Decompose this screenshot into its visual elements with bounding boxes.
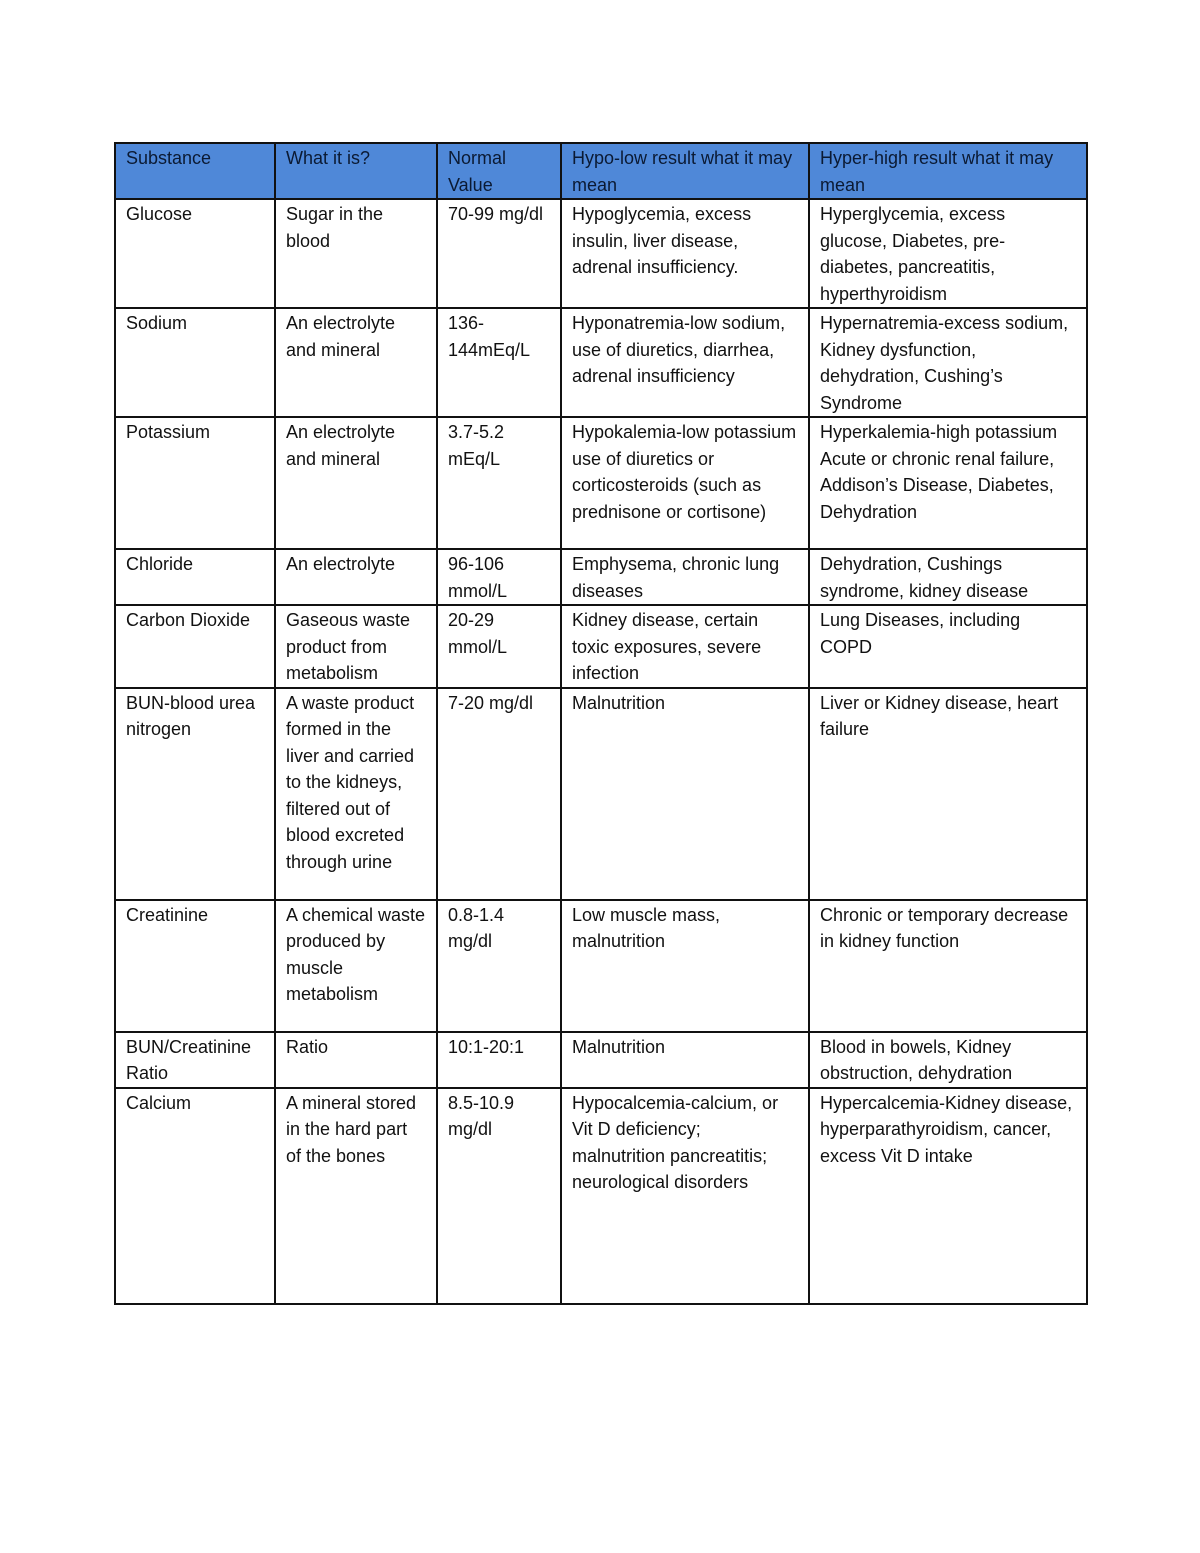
normal-value-cell: 20-29 mmol/L	[437, 605, 561, 688]
hyper-cell: Liver or Kidney disease, heart failure	[809, 688, 1087, 900]
column-header-normal-value: Normal Value	[437, 143, 561, 199]
table-row-carbon-dioxide	[115, 605, 1087, 688]
table-body	[115, 199, 1087, 1304]
hyper-cell: Hyperkalemia-high potassium Acute or chronic renal failure, Addison’s Disease, Diabetes, Dehydration	[809, 417, 1087, 549]
hypo-cell: Hypoglycemia, excess insulin, liver disease, adrenal insufficiency.	[561, 199, 809, 308]
hypo-cell: Hypocalcemia-calcium, or Vit D deficiency; malnutrition pancreatitis; neurological disorders	[561, 1088, 809, 1304]
description-cell: Ratio	[275, 1032, 437, 1088]
normal-value-cell: 70-99 mg/dl	[437, 199, 561, 308]
normal-value-cell: 0.8-1.4 mg/dl	[437, 900, 561, 1032]
hypo-cell: Hypokalemia-low potassium use of diuretics or corticosteroids (such as prednisone or cortisone)	[561, 417, 809, 549]
description-cell: A mineral stored in the hard part of the bones	[275, 1088, 437, 1304]
normal-value-cell: 7-20 mg/dl	[437, 688, 561, 900]
description-cell: An electrolyte	[275, 549, 437, 605]
table-row-chloride	[115, 549, 1087, 605]
substance-cell: Sodium	[115, 308, 275, 417]
hypo-cell: Hyponatremia-low sodium, use of diuretics, diarrhea, adrenal insufficiency	[561, 308, 809, 417]
hyper-cell: Chronic or temporary decrease in kidney function	[809, 900, 1087, 1032]
normal-value-cell: 96-106 mmol/L	[437, 549, 561, 605]
description-cell: An electrolyte and mineral	[275, 308, 437, 417]
header-row	[115, 143, 1087, 199]
table-header	[115, 143, 1087, 199]
description-cell: Sugar in the blood	[275, 199, 437, 308]
hyper-cell: Hypercalcemia-Kidney disease, hyperparathyroidism, cancer, excess Vit D intake	[809, 1088, 1087, 1304]
description-cell: A chemical waste produced by muscle metabolism	[275, 900, 437, 1032]
normal-value-cell: 8.5-10.9 mg/dl	[437, 1088, 561, 1304]
description-cell: An electrolyte and mineral	[275, 417, 437, 549]
hypo-cell: Kidney disease, certain toxic exposures, severe infection	[561, 605, 809, 688]
hypo-cell: Low muscle mass, malnutrition	[561, 900, 809, 1032]
substance-cell: Creatinine	[115, 900, 275, 1032]
substance-cell: BUN/Creatinine Ratio	[115, 1032, 275, 1088]
hypo-cell: Emphysema, chronic lung diseases	[561, 549, 809, 605]
substance-cell: Calcium	[115, 1088, 275, 1304]
substance-cell: Glucose	[115, 199, 275, 308]
table-row-potassium	[115, 417, 1087, 549]
table-row-glucose	[115, 199, 1087, 308]
normal-value-cell: 136-144mEq/L	[437, 308, 561, 417]
column-header-substance: Substance	[115, 143, 275, 199]
substance-cell: Potassium	[115, 417, 275, 549]
normal-value-cell: 10:1-20:1	[437, 1032, 561, 1088]
hyper-cell: Blood in bowels, Kidney obstruction, dehydration	[809, 1032, 1087, 1088]
description-cell: Gaseous waste product from metabolism	[275, 605, 437, 688]
table-row-sodium	[115, 308, 1087, 417]
substance-cell: Carbon Dioxide	[115, 605, 275, 688]
substance-cell: Chloride	[115, 549, 275, 605]
table-row-bun	[115, 688, 1087, 900]
hypo-cell: Malnutrition	[561, 1032, 809, 1088]
hyper-cell: Lung Diseases, including COPD	[809, 605, 1087, 688]
column-header-hypo-result: Hypo-low result what it may mean	[561, 143, 809, 199]
table-row-creatinine	[115, 900, 1087, 1032]
description-cell: A waste product formed in the liver and carried to the kidneys, filtered out of blood excreted through urine	[275, 688, 437, 900]
substance-cell: BUN-blood urea nitrogen	[115, 688, 275, 900]
normal-value-cell: 3.7-5.2 mEq/L	[437, 417, 561, 549]
hyper-cell: Hypernatremia-excess sodium, Kidney dysfunction, dehydration, Cushing’s Syndrome	[809, 308, 1087, 417]
lab-values-table	[114, 142, 1088, 1305]
hyper-cell: Hyperglycemia, excess glucose, Diabetes, pre-diabetes, pancreatitis, hyperthyroidism	[809, 199, 1087, 308]
hypo-cell: Malnutrition	[561, 688, 809, 900]
hyper-cell: Dehydration, Cushings syndrome, kidney disease	[809, 549, 1087, 605]
table-row-calcium	[115, 1088, 1087, 1304]
table-row-bun-creatinine-ratio	[115, 1032, 1087, 1088]
column-header-hyper-result: Hyper-high result what it may mean	[809, 143, 1087, 199]
column-header-what-it-is: What it is?	[275, 143, 437, 199]
